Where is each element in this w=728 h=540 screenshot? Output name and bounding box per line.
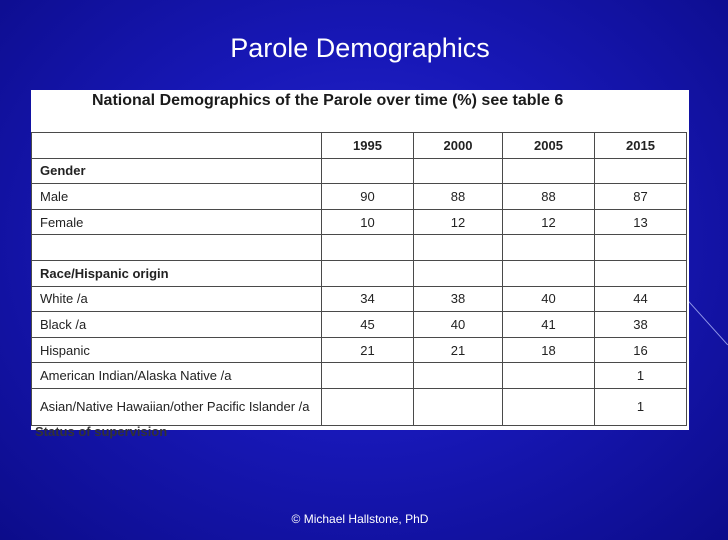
value-cell [414, 363, 503, 389]
year-header: 2000 [414, 133, 503, 159]
slide-footer: © Michael Hallstone, PhD [291, 512, 429, 526]
value-cell: 38 [414, 286, 503, 312]
value-cell: 87 [595, 184, 687, 210]
value-cell: 21 [322, 337, 414, 363]
value-cell [322, 158, 414, 184]
value-cell: 13 [595, 209, 687, 235]
table-row [32, 184, 687, 210]
section-row [32, 260, 687, 286]
value-cell [503, 235, 595, 261]
blank-row [32, 235, 687, 261]
header-corner-cell [32, 133, 322, 159]
row-label: Male [32, 184, 322, 210]
value-cell: 45 [322, 312, 414, 338]
value-cell: 1 [595, 363, 687, 389]
value-cell: 12 [503, 209, 595, 235]
value-cell [322, 260, 414, 286]
row-label [32, 235, 322, 261]
value-cell [503, 260, 595, 286]
value-cell: 18 [503, 337, 595, 363]
value-cell [503, 388, 595, 425]
year-header: 1995 [322, 133, 414, 159]
value-cell: 16 [595, 337, 687, 363]
value-cell [414, 388, 503, 425]
value-cell: 38 [595, 312, 687, 338]
table-row [32, 363, 687, 389]
value-cell: 88 [414, 184, 503, 210]
value-cell: 44 [595, 286, 687, 312]
year-header: 2005 [503, 133, 595, 159]
value-cell: 1 [595, 388, 687, 425]
value-cell: 12 [414, 209, 503, 235]
row-label: Hispanic [32, 337, 322, 363]
table-row [32, 312, 687, 338]
section-row [32, 158, 687, 184]
value-cell: 88 [503, 184, 595, 210]
value-cell: 40 [414, 312, 503, 338]
slide-title: Parole Demographics [230, 33, 490, 63]
row-label: Asian/Native Hawaiian/other Pacific Islander /a [32, 388, 322, 425]
row-label: White /a [32, 286, 322, 312]
demographics-table [31, 132, 687, 426]
value-cell [595, 158, 687, 184]
value-cell: 90 [322, 184, 414, 210]
table-row [32, 209, 687, 235]
header-row [32, 133, 687, 159]
value-cell: 34 [322, 286, 414, 312]
value-cell [322, 388, 414, 425]
value-cell [503, 363, 595, 389]
value-cell: 40 [503, 286, 595, 312]
value-cell [322, 235, 414, 261]
demographics-table-image [31, 90, 689, 439]
section-label: Race/Hispanic origin [32, 260, 322, 286]
value-cell [503, 158, 595, 184]
row-label: Black /a [32, 312, 322, 338]
row-label: Female [32, 209, 322, 235]
cutoff-section-label: Status of supervision [35, 424, 168, 439]
value-cell [414, 260, 503, 286]
year-header: 2015 [595, 133, 687, 159]
value-cell: 41 [503, 312, 595, 338]
value-cell [414, 158, 503, 184]
table-row [32, 337, 687, 363]
row-label: American Indian/Alaska Native /a [32, 363, 322, 389]
value-cell: 21 [414, 337, 503, 363]
decorative-line [687, 300, 728, 345]
table-heading: National Demographics of the Parole over time (%) see table 6 [92, 92, 564, 109]
table-row [32, 388, 687, 425]
value-cell [414, 235, 503, 261]
section-label: Gender [32, 158, 322, 184]
value-cell [322, 363, 414, 389]
value-cell [595, 235, 687, 261]
table-row [32, 286, 687, 312]
value-cell: 10 [322, 209, 414, 235]
value-cell [595, 260, 687, 286]
